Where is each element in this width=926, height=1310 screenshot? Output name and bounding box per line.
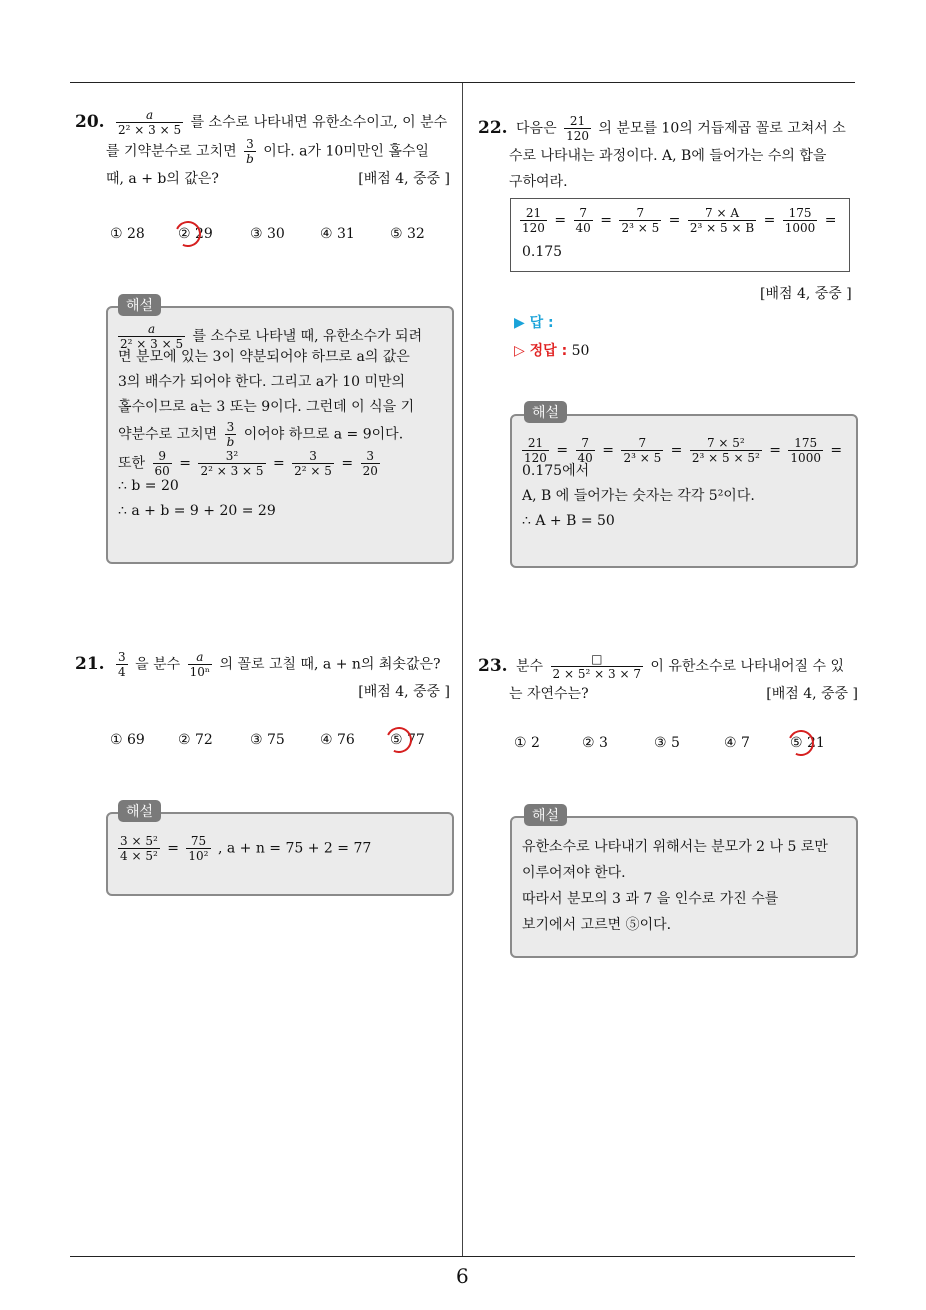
- solution-line: 이루어져야 한다.: [522, 865, 626, 881]
- choice-2[interactable]: ② 72: [178, 732, 213, 748]
- problem-20: [75, 108, 460, 192]
- question-text: 수로 나타내는 과정이다. A, B에 들어가는 수의 합을: [509, 148, 827, 164]
- problem-number: 23.: [478, 655, 508, 676]
- problem-number: 21.: [75, 653, 105, 674]
- question-text: 를 기약분수로 고치면: [106, 143, 237, 160]
- question-text: 는 자연수는?: [509, 686, 589, 702]
- choice-5[interactable]: ⑤ 32: [390, 226, 425, 242]
- fraction: $\frac{175}{1000}$: [784, 206, 816, 235]
- fraction: $\frac{3}{b}$: [226, 420, 235, 449]
- correct-label: ▷ 정답 :: [514, 343, 568, 359]
- question-text: 의 꼴로 고칠 때, a + n의 최솟값은?: [219, 656, 441, 673]
- fraction: $\frac{□}{\text{2 × 5² × 3 × 7}}$: [552, 652, 641, 681]
- fraction: $\frac{3}{20}$: [362, 449, 378, 478]
- solution-line: 보기에서 고르면 ⑤이다.: [522, 917, 672, 933]
- question-text: 의 분모를 10의 거듭제곱 꼴로 고쳐서 소: [598, 120, 846, 137]
- problem-number: 20.: [75, 111, 105, 132]
- score-meta: [배점 4, 중중 ]: [766, 686, 858, 702]
- problem-23: [478, 652, 863, 707]
- fraction: $\frac{7}{40}$: [575, 206, 591, 235]
- fraction: $\frac{\text{7 × 5²}}{\text{2³ × 5 × 5²}}$: [691, 436, 760, 465]
- solution-line: 또한: [118, 455, 146, 472]
- correct-value: 50: [571, 343, 590, 359]
- problem-number: 22.: [478, 117, 508, 138]
- answer-label: ▶ 답 :: [514, 315, 554, 331]
- solution-label: 해설: [118, 800, 161, 822]
- process-equation: $\frac{21}{120}$ = $\frac{7}{40}$ = $\frac{7}{\text{2³ × 5}}$ = $\frac{7 \times A}{\text{2³ × 5 × B}}$ = $\frac{175}{1000}$ =: [522, 206, 837, 235]
- solution-text-21: $\frac{\text{3 × 5²}}{\text{4 × 5²}}$ = $\frac{75}{\text{10²}}$ , a + n = 75 + 2 = 77: [120, 834, 372, 863]
- solution-line: 유한소수로 나타내기 위해서는 분모가 2 나 5 로만: [522, 839, 828, 855]
- solution-line: 3의 배수가 되어야 한다. 그리고 a가 10 미만의: [118, 374, 406, 390]
- fraction: $\frac{75}{\text{10²}}$: [188, 834, 209, 863]
- answer-mark-icon: [784, 726, 817, 759]
- question-text: 분수: [516, 658, 544, 675]
- choice-4[interactable]: ④ 31: [320, 226, 355, 242]
- question-text: 을 분수: [135, 656, 181, 673]
- choice-4[interactable]: ④ 76: [320, 732, 355, 748]
- fraction: $\frac{3}{\text{2² × 5}}$: [294, 449, 332, 478]
- solution-text-22: $\frac{21}{120}$ = $\frac{7}{40}$ = $\frac{7}{\text{2³ × 5}}$ = $\frac{\text{7 × 5²}}{\text{2³ × 5 × 5²}}$ = $\frac{175}{1000}$ = 0.175에서 A, B 에 들어가는 숫자는 각각 5²이다. ∴ A + B = 50: [522, 436, 850, 534]
- choice-1[interactable]: ① 2: [514, 735, 540, 751]
- problem-22: [478, 114, 863, 195]
- score-meta: [배점 4, 중중 ]: [358, 684, 450, 700]
- process-tail: 0.175: [522, 244, 563, 260]
- score-meta: [배점 4, 중중 ]: [760, 286, 852, 302]
- choice-3[interactable]: ③ 75: [250, 732, 285, 748]
- solution-line: 면 분모에 있는 3이 약분되어야 하므로 a의 값은: [118, 349, 410, 365]
- solution-line: ∴ A + B = 50: [522, 513, 615, 529]
- problem-21: [75, 650, 460, 705]
- fraction: $\frac{a}{\text{2² × 3 × 5}}$: [120, 322, 184, 351]
- choice-3[interactable]: ③ 30: [250, 226, 285, 242]
- answer-mark-icon: [171, 217, 204, 250]
- column-divider: [462, 83, 463, 1257]
- fraction: $\frac{21}{120}$: [566, 114, 589, 143]
- fraction: $\frac{7}{40}$: [577, 436, 593, 465]
- fraction: $\frac{9}{60}$: [154, 449, 170, 478]
- question-text: 구하여라.: [509, 174, 568, 190]
- solution-line: 이어야 하므로 a = 9이다.: [243, 426, 404, 443]
- fraction: $\frac{3}{b}$: [246, 137, 254, 166]
- fraction: $\frac{7}{\text{2³ × 5}}$: [621, 206, 660, 235]
- choice-1[interactable]: ① 28: [110, 226, 145, 242]
- fraction: $\frac{3}{4}$: [118, 650, 126, 679]
- fraction: $\frac{175}{1000}$: [790, 436, 821, 465]
- solution-line: ∴ a + b = 9 + 20 = 29: [118, 503, 276, 519]
- solution-line: , a + n = 75 + 2 = 77: [217, 840, 372, 857]
- fraction: $\frac{21}{120}$: [522, 206, 545, 235]
- solution-text-20: $\frac{a}{\text{2² × 3 × 5}}$ 를 소수로 나타낼 때, 유한소수가 되려 면 분모에 있는 3이 약분되어야 하므로 a의 값은 3의 배수가 되어야 한다. 그리고 a가 10 미만의 홀수이므로 a는 3 또는 9이다. 그런데 이 식을 기 약분수로 고치면 $\frac{3}{b}$ 이어야 하므로 a = 9이다. 또한 $\frac{9}{60}$ = $\frac{\text{3²}}{\text{2² × 3 × 5}}$ = $\frac{3}{\text{2² × 5}}$ = $\frac{3}{20}$ ∴ b = 20 ∴ a + b = 9 + 20 = 29: [118, 322, 448, 524]
- solution-line: 따라서 분모의 3 과 7 을 인수로 가진 수를: [522, 891, 779, 907]
- fraction: $\frac{a}{\text{10ⁿ}}$: [189, 650, 211, 679]
- fraction: $\frac{\text{3 × 5²}}{\text{4 × 5²}}$: [120, 834, 158, 863]
- solution-line: 0.175에서: [522, 463, 590, 479]
- solution-line: A, B 에 들어가는 숫자는 각각 5²이다.: [522, 488, 755, 504]
- question-text: 때, a + b의 값은?: [106, 171, 219, 187]
- solution-label: 해설: [524, 401, 567, 423]
- answer-mark-icon: [382, 723, 415, 756]
- choice-5[interactable]: ⑤ 77: [390, 732, 425, 748]
- score-meta: [배점 4, 중중 ]: [358, 171, 450, 187]
- solution-label: 해설: [524, 804, 567, 826]
- solution-line: 홀수이므로 a는 3 또는 9이다. 그런데 이 식을 기: [118, 399, 415, 415]
- bottom-rule: [70, 1256, 855, 1257]
- solution-line: ∴ b = 20: [118, 478, 179, 494]
- solution-line: 를 소수로 나타낼 때, 유한소수가 되려: [192, 328, 423, 345]
- question-text: 이 유한소수로 나타내어질 수 있: [650, 658, 845, 675]
- fraction: $\frac{a}{\text{2² × 3 × 5}}$: [118, 108, 182, 137]
- question-text: 를 소수로 나타내면 유한소수이고, 이 분수: [190, 114, 448, 131]
- question-text: 이다. a가 10미만인 홀수일: [263, 143, 429, 160]
- choice-2[interactable]: ② 29: [178, 226, 213, 242]
- answer-line: [514, 312, 554, 332]
- fraction: $\frac{7}{\text{2³ × 5}}$: [623, 436, 662, 465]
- question-text: 다음은: [516, 120, 557, 137]
- page-number: 6: [456, 1264, 469, 1288]
- choice-5[interactable]: ⑤ 21: [790, 735, 825, 751]
- correct-answer-line: [514, 340, 589, 360]
- choice-2[interactable]: ② 3: [582, 735, 608, 751]
- fraction: $\frac{7 \times A}{\text{2³ × 5 × B}}$: [689, 206, 755, 235]
- choice-3[interactable]: ③ 5: [654, 735, 680, 751]
- solution-text-23: [522, 834, 852, 938]
- fraction: $\frac{\text{3²}}{\text{2² × 3 × 5}}$: [200, 449, 264, 478]
- choice-4[interactable]: ④ 7: [724, 735, 750, 751]
- solution-label: 해설: [118, 294, 161, 316]
- solution-line: 약분수로 고치면: [118, 426, 218, 443]
- choice-1[interactable]: ① 69: [110, 732, 145, 748]
- fraction: $\frac{21}{120}$: [524, 436, 547, 465]
